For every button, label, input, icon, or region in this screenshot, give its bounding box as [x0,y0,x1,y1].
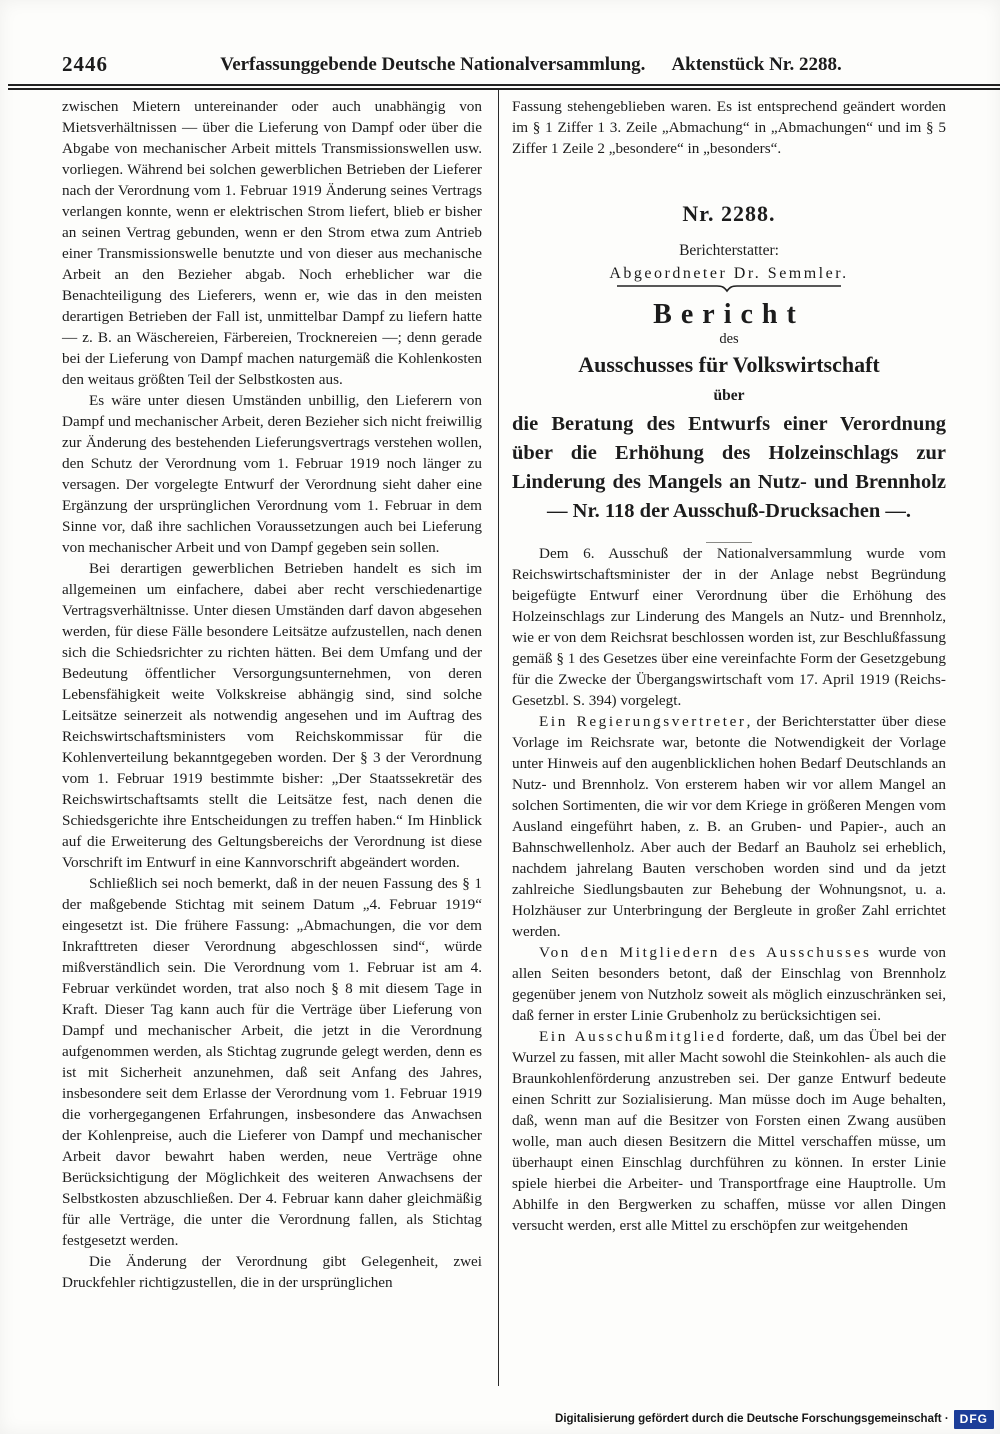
left-column [62,96,482,1293]
paragraph-text: Schließlich sei noch bemerkt, daß in der neuen Fassung des § 1 der maßgebende Stichtag mit seinem Datum „4. Februar 1919“ eingesetzt ist. Die frühere Fassung: „Abmachungen, die vor dem Inkrafttreten dieser Verordnung abgeschlossen sind“, würde mißverständlich sein. Die Verordnung vom 1. Februar ist am 4. Februar verkündet worden, trat also noch § 8 mit diesem Tage in Kraft. Dieser Tag kann auch für die Verträge über Lieferung von Dampf und mechanischer Arbeit, die jetzt in die Verordnung aufgenommen werden, als Stichtag zugrunde gelegt werden, denn es ist mit Sicherheit anzunehmen, daß seit Anfang des Jahres, insbesondere seit dem Erlasse der Verordnung vom 1. Februar 1919 die vorhergegangenen Erfahrungen, insbesondere das Anwachsen der Kohlenpreise, auch die Lieferer von Dampf und mechanischer Arbeit davor bewahrt haben werden, neue Verträge ohne Berücksichtigung der Möglichkeit des weiteren Anwachsens der Selbstkosten abzuschließen. Der 4. Februar kann daher gleichmäßig für alle Verträge, die unter die Verordnung fallen, als Stichtag festgesetzt werden. [62,875,482,1249]
footer-text: Digitalisierung gefördert durch die Deutsche Forschungsgemeinschaft · [555,1413,949,1425]
header-title: Verfassunggebende Deutsche Nationalversammlung. [220,54,646,75]
paragraph-text: Fassung stehengeblieben waren. Es ist entsprechend geändert worden im § 1 Ziffer 1 3. Zeile „Abmachung“ in „Abmachungen“ und im § 5 Ziffer 1 Zeile 2 „besondere“ in „besonders“. [512,98,946,157]
column-divider [498,90,499,1386]
page-number: 2446 [62,52,108,76]
reporter-label: Berichterstatter: [679,242,779,259]
digitization-footer [555,1408,994,1430]
paragraph [512,543,946,711]
paragraph-text: Die Änderung der Verordnung gibt Gelegenheit, zwei Druckfehler richtigzustellen, die in der ursprünglichen [62,1253,482,1291]
report-heading-block [512,203,946,543]
paragraph-text: forderte, daß, um das Übel bei der Wurzel zu fassen, mit aller Macht sowohl die Steinkohlen- als auch die Braunkohlenförderung anzustreben sei. Der ganze Entwurf bedeute einen Schritt zur Sozialisierung. Man müsse doch im Auge behalten, daß, wenn man auf die Besitzer von Forsten einen Zwang ausüben wolle, man auch diesen Besitzern die Mittel verschaffen müsse, um überhaupt einen Einschlag durchführen zu können. In erster Linie spiele hierbei die Arbeiter- und Transportfrage eine Hauptrolle. Um Abhilfe in den Bergwerken zu schaffen, müsse vor allen Dingen versucht werden, erst alle Mittel zu erschöpfen zur weitgehenden [512,1028,946,1234]
header-rule [8,84,1000,90]
report-about-label: über [713,387,745,404]
paragraph [512,711,946,942]
paragraph-text: zwischen Mietern untereinander oder auch unabhängig von Mietsverhältnissen — über die Lieferung von Dampf oder über die Abgabe von mechanischer Arbeit mittels Transmissionswellen usw. vorliegen. Während bei solchen gewerblichen Betrieben der Lieferer nach der Verordnung vom 1. Februar 1919 Änderung seines Vertrags verlangen konnte, wenn er elektrischen Strom liefert, blieb er bisher an seinen Vertrag gebunden, wenn er den Strom etwa zum Antrieb einer Transmissionswelle benutzte und von dieser aus mechanische Arbeit an den Bezieher abgab. Noch erheblicher war die Benachteiligung des Lieferers, wenn er, wie das in den meisten derartigen Betrieben der Fall ist, unmittelbar Dampf zu liefern hatte — z. B. an Wäschereien, Färbereien, Trocknereien —; denn gerade bei der Lieferung von Dampf machen naturgemäß die Kohlenkosten den weitaus größten Teil der Selbstkosten aus. [62,98,482,388]
paragraph-lead: Von den Mitgliedern des Ausschusses [539,944,872,961]
paragraph [62,390,482,558]
report-title-of: des [719,331,739,347]
committee-name: Ausschusses für Volkswirtschaft [578,352,880,377]
paragraph [512,942,946,1026]
paragraph [62,558,482,873]
header-center [212,54,850,76]
dfg-logo: DFG [954,1410,994,1429]
paragraph-text: , der Berichterstatter über diese Vorlage im Reichsrate war, betonte die Notwendigkeit der Vorlage unter Hinweis auf den augenblicklichen hohen Bedarf Deutschlands an Nutz- und Brennholz. Von ersterem haben wir vor allem Mangel an solchen Sortimenten, die wir vor dem Kriege in größeren Mengen vom Ausland eingeführt haben, z. B. an Gruben- und Papier-, auch an Bahnschwellenholz. Aber auch der Bedarf an Bauholz sei erheblich, nachdem jahrelang Bauten verschoben worden sind und da jetzt zahlreiche Siedlungsbauten zur Behebung der Wohnungsnot, u. a. Holzhäuser zur Unterbringung der Bergleute in großer Zahl errichtet werden. [512,713,946,940]
paragraph [62,96,482,390]
paragraph [512,96,946,159]
header-doc-ref: Aktenstück Nr. 2288. [671,54,842,75]
paragraph-text: wurde von allen Seiten besonders betont, daß der Einschlag von Brennholz gegenüber jenem von Nutzholz soweit als möglich einzuschränken sei, daß ferner in erster Linie Grubenholz zu berücksichtigen sei. [512,944,946,1024]
paragraph-lead: Ein Ausschußmitglied [539,1028,727,1045]
paragraph-text: Es wäre unter diesen Umständen unbillig, den Lieferern von Dampf und mechanischer Arbeit, deren Bezieher sich nicht freiwillig zur Änderung des bestehenden Lieferungsvertrags verstehen wollen, den Schutz der Verordnung vom 1. Februar 1919 noch länger zu versagen. Der vorgelegte Entwurf der Verordnung sieht daher eine Ergänzung der ursprünglichen Verordnung vom 1. Februar in dem Sinne vor, daß ihre sachlichen Voraussetzungen auch bei Lieferung von mechanischer Arbeit und von Dampf gegeben sein sollen. [62,392,482,556]
report-subject: die Beratung des Entwurfs einer Verordnung über die Erhöhung des Holzeinschlags zur Linderung des Mangels an Nutz- und Brennholz — Nr. 118 der Ausschuß-Drucksachen —. [512,413,946,522]
paragraph-text: Dem 6. Ausschuß der Nationalversammlung wurde vom Reichswirtschaftsminister der in der Anlage nebst Begründung beigefügte Entwurf einer Verordnung über die Erhöhung des Holzeinschlags zur Linderung des Mangels an Nutz- und Brennholz, wie er von dem Reichsrat beschlossen worden ist, zur Beschlußfassung gemäß § 1 des Gesetzes über eine vereinfachte Form der Gesetzgebung für die Zwecke der Übergangswirtschaft vom 17. April 1919 (Reichs-Gesetzbl. S. 394) vorgelegt. [512,545,946,709]
paragraph-lead: Ein Regierungsvertreter [539,713,747,730]
right-column [512,96,946,1236]
paragraph [62,1251,482,1293]
report-title: Bericht [653,299,805,330]
page-header [62,52,960,80]
reporter-name: Abgeordneter Dr. Semmler. [609,265,849,282]
report-number: Nr. 2288. [682,201,776,226]
paragraph [512,1026,946,1236]
paragraph-text: Bei derartigen gewerblichen Betrieben handelt es sich im allgemeinen um einfachere, dabei aber recht verschiedenartige Vertragsverhältnisse. Unter diesen Umständen darf davon abgesehen werden, für diese Fälle besondere Leitsätze aufzustellen, nach denen sich die Schiedsrichter zu richten hätten. Bei dem Umfang und der Bedeutung öffentlicher Versorgungsunternehmen, von deren Lebensfähigkeit weite Volkskreise abhängig sind, sind solche Leitsätze seinerzeit als notwendig angesehen und im Auftrag des Reichswirtschaftsministers vom Reichskommissar für die Kohlenverteilung bekanntgegeben worden. Der § 3 der Verordnung vom 1. Februar 1919 bestimmte bisher: „Der Staatssekretär des Reichswirtschaftsamts stellt die Leitsätze fest, nach denen die Schiedsgerichte ihre Entscheidungen zu treffen haben.“ Im Hinblick auf die Erweiterung des Geltungsbereichs der Verordnung ist diese Vorschrift im Entwurf in eine Kannvorschrift abgeändert worden. [62,560,482,871]
paragraph [62,873,482,1251]
